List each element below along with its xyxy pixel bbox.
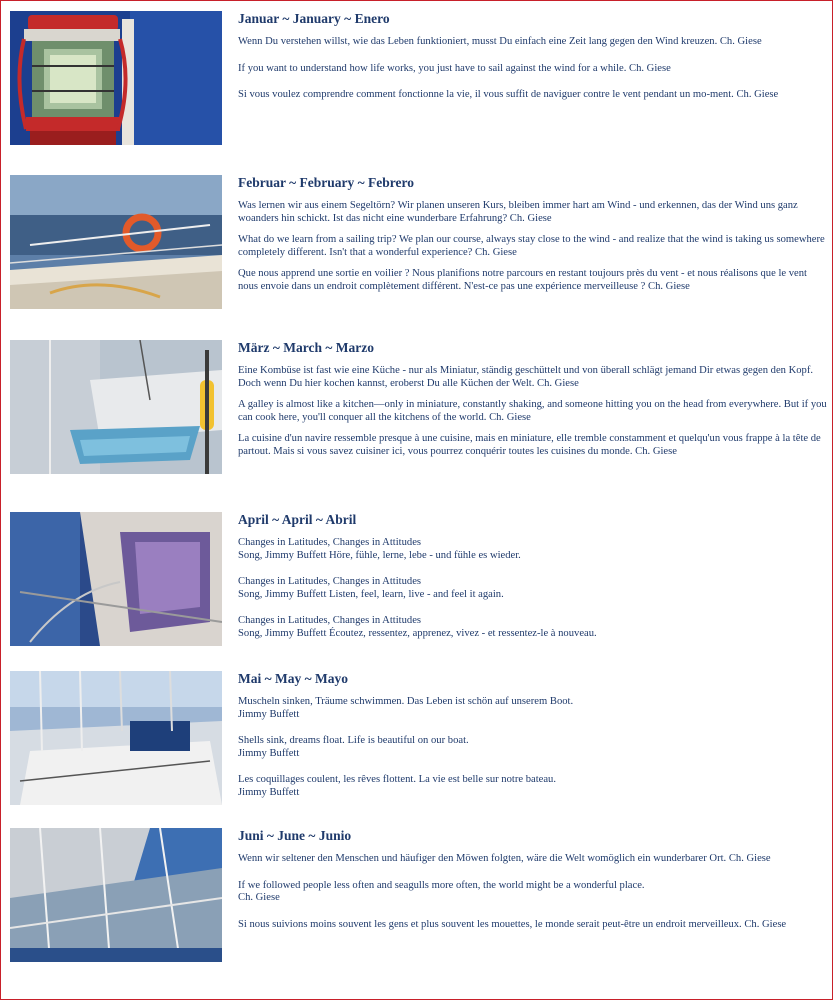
quote-french: Que nous apprend une sortie en voilier ? Nous planifions notre parcours en restant toujours près du vent - et nous réalisons que le vent nous envoie dans un endroit complètement différent. N'est-ce pas une expérience merveilleuse ? Ch. Giese [238, 268, 807, 292]
harbor-boats-photo [10, 340, 222, 474]
boat-window-image-icon [10, 512, 222, 646]
quote-french: Changes in Latitudes, Changes in Attitudes Song, Jimmy Buffett Écoutez, ressentez, apprenez, vivez - et ressentez-le à nouveau. [238, 615, 597, 639]
deck-rigging-photo [10, 828, 222, 962]
quote-german: Wenn wir seltener den Menschen und häufiger den Möwen folgten, wäre die Welt womöglich ein wunderbarer Ort. Ch. Giese [238, 853, 771, 864]
entry-text [238, 11, 828, 111]
quote-french: Si vous voulez comprendre comment fonctionne la vie, il vous suffit de naviguer contre le vent pendant un mo-ment. Ch. Giese [238, 89, 779, 100]
quote-english: Changes in Latitudes, Changes in Attitudes Song, Jimmy Buffett Listen, feel, learn, live - and feel it again. [238, 576, 504, 600]
month-title: Juni ~ June ~ Junio [238, 828, 352, 843]
sailboat-photo [10, 175, 222, 309]
quote-english: A galley is almost like a kitchen—only in miniature, constantly shaking, and someone hitting you on the head from everywhere. But if you can cook here, you'll conquer all the kitchens of the world. Ch. Giese [238, 399, 827, 423]
lantern-image-icon [10, 11, 222, 145]
deck-rigging-image-icon [10, 828, 222, 962]
entry-text [238, 828, 828, 940]
month-title: Februar ~ February ~ Febrero [238, 175, 415, 190]
quote-german: Eine Kombüse ist fast wie eine Küche - nur als Miniatur, ständig geschüttelt und von überall schlägt jemand Dir etwas gegen den Kopf. Doch wenn Du hier kochen kannst, eroberst Du alle Küchen der Welt. Ch. Giese [238, 365, 814, 389]
harbor-boats-image-icon [10, 340, 222, 474]
quote-german: Muscheln sinken, Träume schwimmen. Das Leben ist schön auf unserem Boot. Jimmy Buffett [238, 696, 574, 720]
quote-german: Wenn Du verstehen willst, wie das Leben funktioniert, musst Du einfach eine Zeit lang gegen den Wind kreuzen. Ch. Giese [238, 36, 762, 47]
quote-french: La cuisine d'un navire ressemble presque à une cuisine, mais en miniature, elle tremble constamment et quelqu'un vous frappe à la tête de partout. Mais si vous savez cuisiner ici, vous pourrez conquérir toutes les cuisines du monde. Ch. Giese [238, 433, 821, 457]
entry-text [238, 175, 828, 302]
marina-image-icon [10, 671, 222, 805]
quote-english: If you want to understand how life works, you just have to sail against the wind for a while. Ch. Giese [238, 62, 671, 74]
quote-german: Changes in Latitudes, Changes in Attitudes Song, Jimmy Buffett Höre, fühle, lerne, lebe - und fühle es wieder. [238, 537, 521, 561]
month-title: März ~ March ~ Marzo [238, 340, 374, 355]
month-title: Januar ~ January ~ Enero [238, 11, 390, 26]
boat-window-photo [10, 512, 222, 646]
entry-text [238, 512, 828, 649]
entry-text [238, 340, 828, 467]
sailboat-rope-image-icon [10, 175, 222, 309]
lantern-photo [10, 11, 222, 145]
quote-english: Shells sink, dreams float. Life is beautiful on our boat. Jimmy Buffett [238, 735, 469, 759]
quote-german: Was lernen wir aus einem Segeltörn? Wir planen unseren Kurs, bleiben immer hart am Wind - und erkennen, das der Wind uns ganz woanders hin schickt. Ist das nicht eine wunderbare Erfahrung? Ch. Giese [238, 200, 798, 224]
quote-french: Les coquillages coulent, les rêves flottent. La vie est belle sur notre bateau. Jimmy Buffett [238, 774, 556, 798]
entry-text [238, 671, 828, 808]
quote-english: If we followed people less often and seagulls more often, the world might be a wonderful place. Ch. Giese [238, 879, 645, 903]
quote-english: What do we learn from a sailing trip? We plan our course, always stay close to the wind - and realize that the wind is taking us somewhere completely different. Isn't that a wonderful experience? Ch. Giese [238, 234, 825, 258]
quote-french: Si nous suivions moins souvent les gens et plus souvent les mouettes, le monde serait peut-être un endroit merveilleux. Ch. Giese [238, 918, 787, 930]
month-title: Mai ~ May ~ Mayo [238, 671, 349, 686]
marina-photo [10, 671, 222, 805]
month-title: April ~ April ~ Abril [238, 512, 357, 527]
